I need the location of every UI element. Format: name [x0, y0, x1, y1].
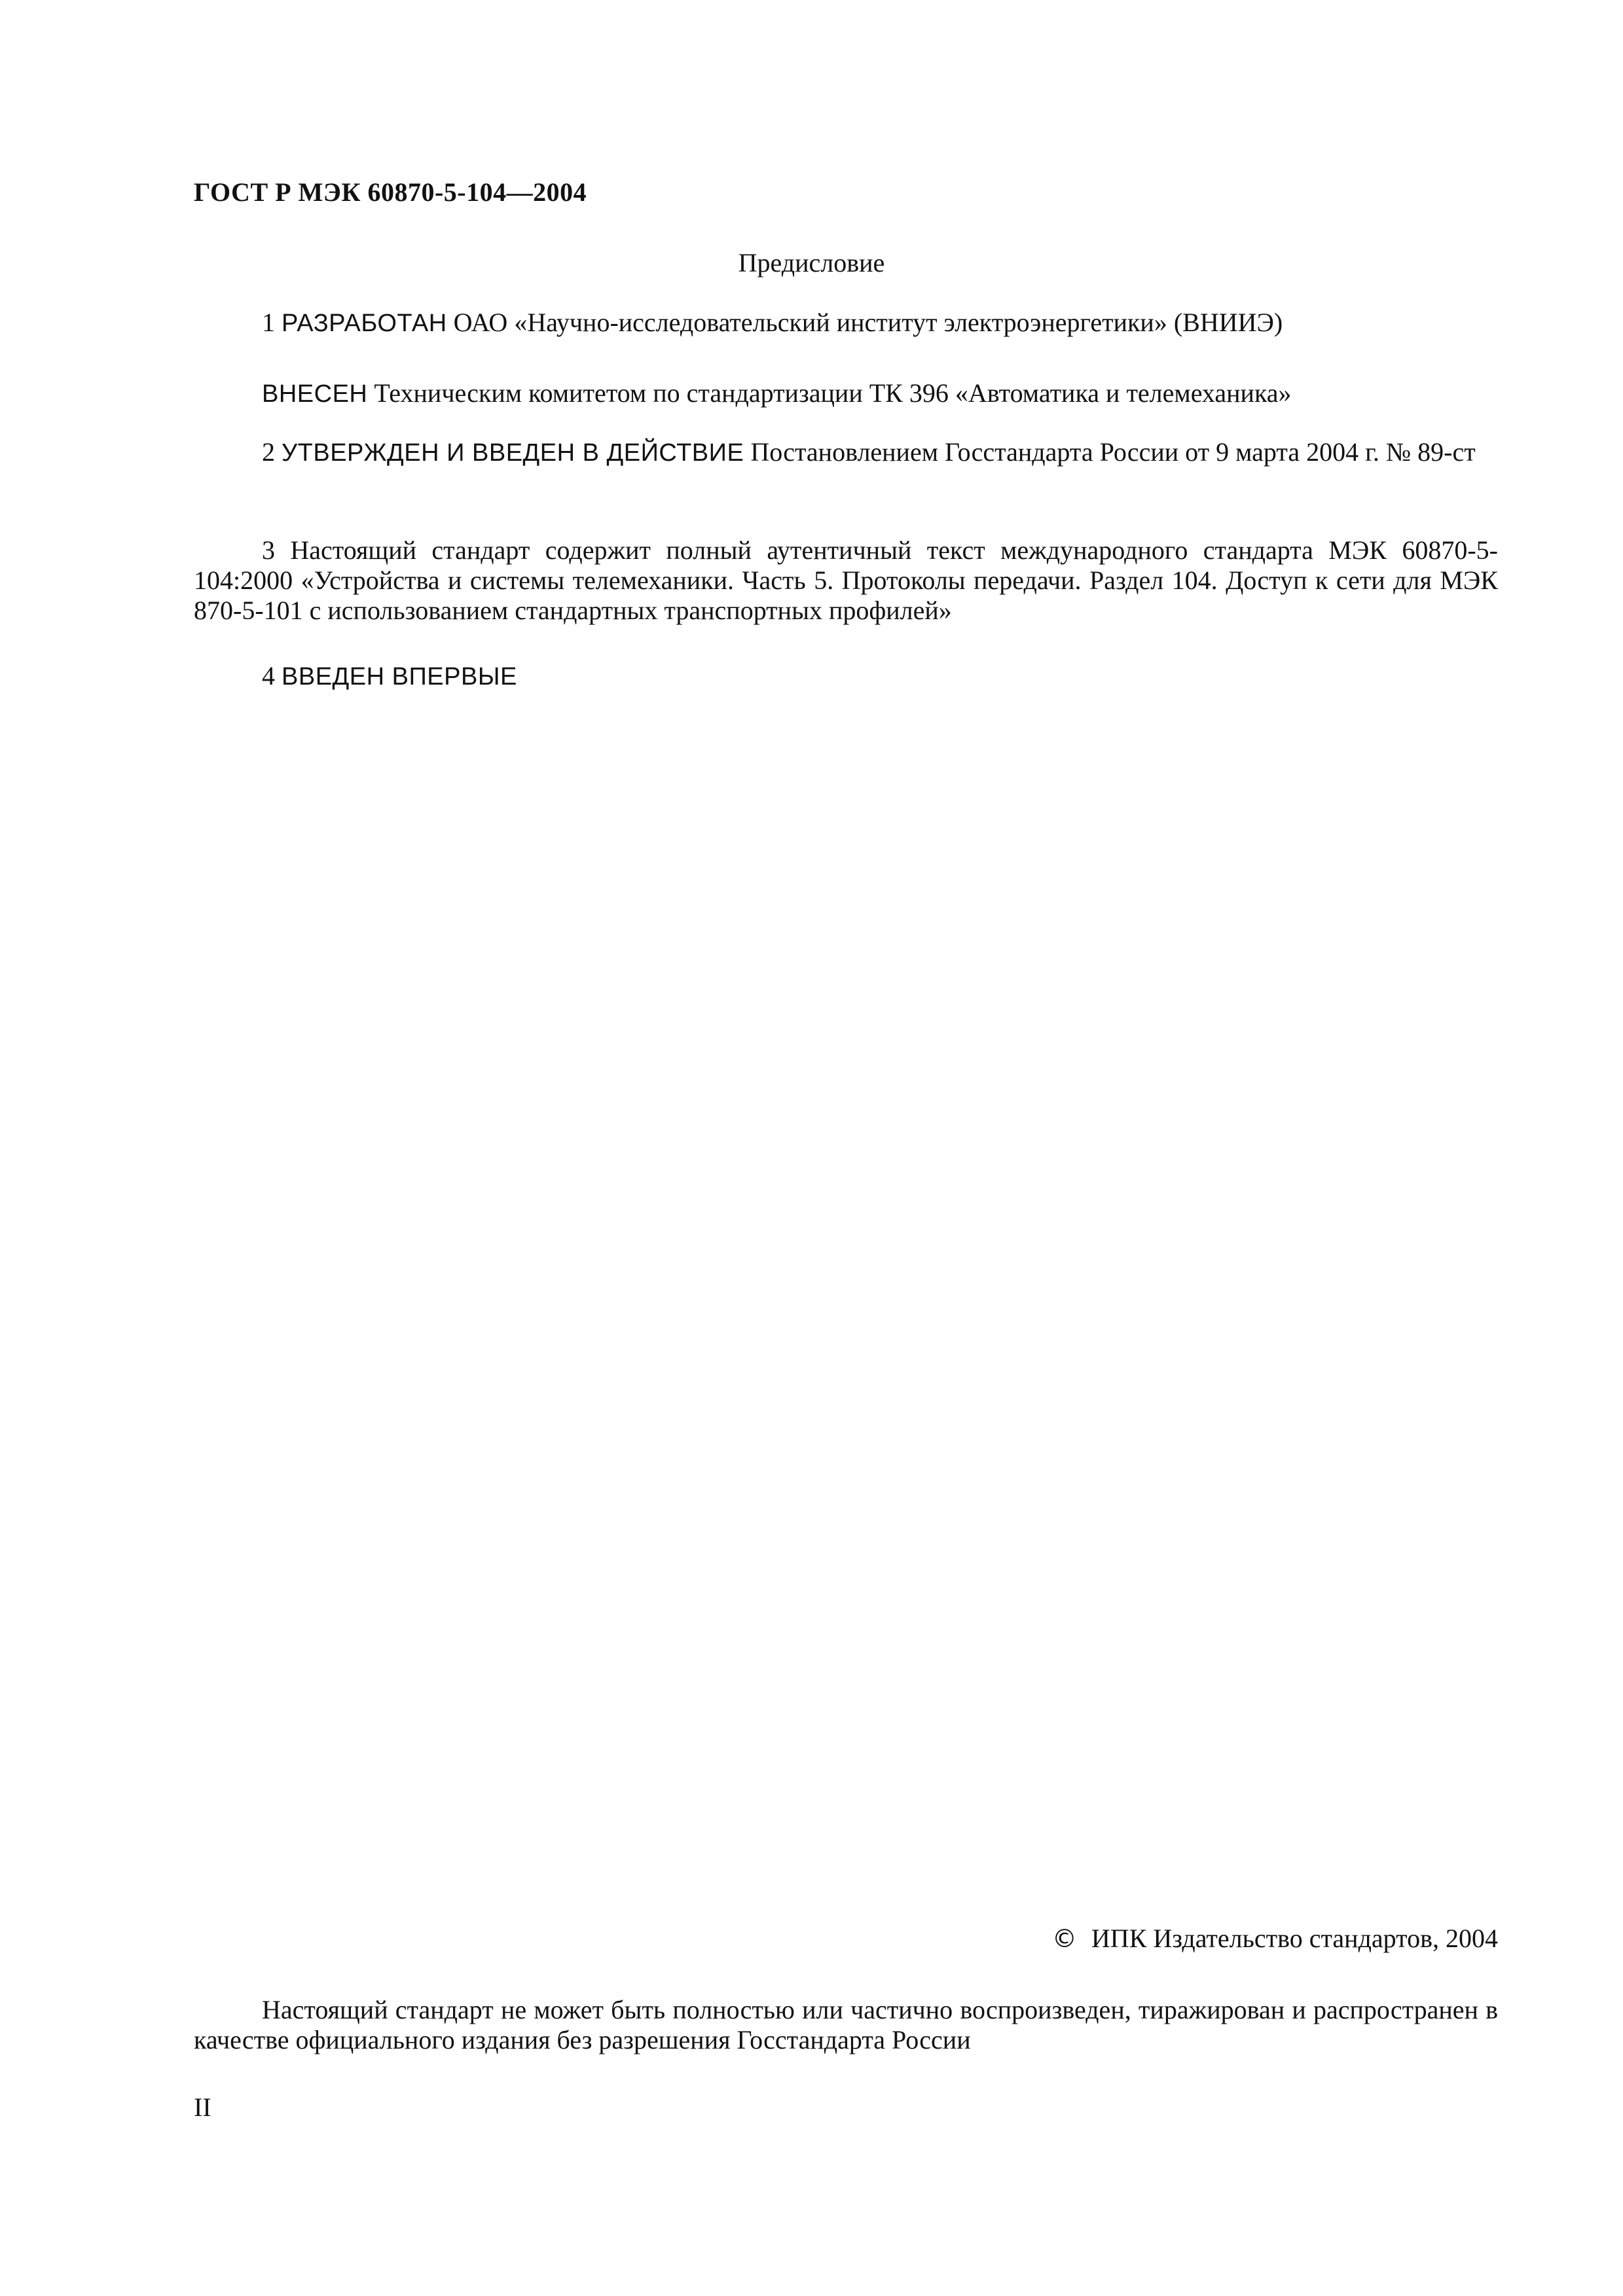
- item-keyword: ВНЕСЕН: [262, 380, 368, 408]
- item-text: Настоящий стандарт содержит полный аутентичный текст международного стандарта МЭК 60870-5-104:2000 «Устройства и системы телемеханики. Часть 5. Протоколы передачи. Раздел 104. Доступ к сети для МЭК 870-5-101 с использованием стандартных транспортных профилей»: [194, 535, 1498, 625]
- document-header: ГОСТ Р МЭК 60870-5-104—2004: [194, 177, 587, 207]
- item-text: ОАО «Научно-исследовательский институт электроэнергетики» (ВНИИЭ): [447, 308, 1283, 337]
- reproduction-notice: Настоящий стандарт не может быть полностью или частично воспроизведен, тиражирован и распространен в качестве официального издания без разрешения Госстандарта России: [194, 1995, 1498, 2054]
- copyright-icon: ©: [1051, 1924, 1077, 1953]
- preface-item-3: [194, 535, 1498, 626]
- item-number: 3: [262, 535, 275, 565]
- preface-item-1: [194, 308, 1498, 338]
- item-text: Техническим комитетом по стандартизации ТК 396 «Автоматика и телемеханика»: [367, 378, 1292, 408]
- preface-item-1b: [194, 378, 1498, 409]
- item-text: Постановлением Госстандарта России от 9 марта 2004 г. № 89-ст: [744, 437, 1476, 467]
- item-number: 1: [262, 308, 275, 337]
- item-keyword: УТВЕРЖДЕН И ВВЕДЕН В ДЕЙСТВИЕ: [282, 439, 744, 467]
- copyright-line: [194, 1923, 1498, 1954]
- preface-item-2: [194, 437, 1498, 468]
- item-keyword: ВВЕДЕН ВПЕРВЫЕ: [282, 663, 517, 691]
- preface-item-4: [194, 661, 1498, 692]
- item-keyword: РАЗРАБОТАН: [282, 310, 447, 337]
- page-number: II: [194, 2092, 211, 2122]
- item-number: 4: [262, 661, 275, 691]
- item-number: 2: [262, 437, 275, 467]
- preface-title: Предисловие: [738, 248, 885, 278]
- copyright-text: ИПК Издательство стандартов, 2004: [1091, 1924, 1498, 1953]
